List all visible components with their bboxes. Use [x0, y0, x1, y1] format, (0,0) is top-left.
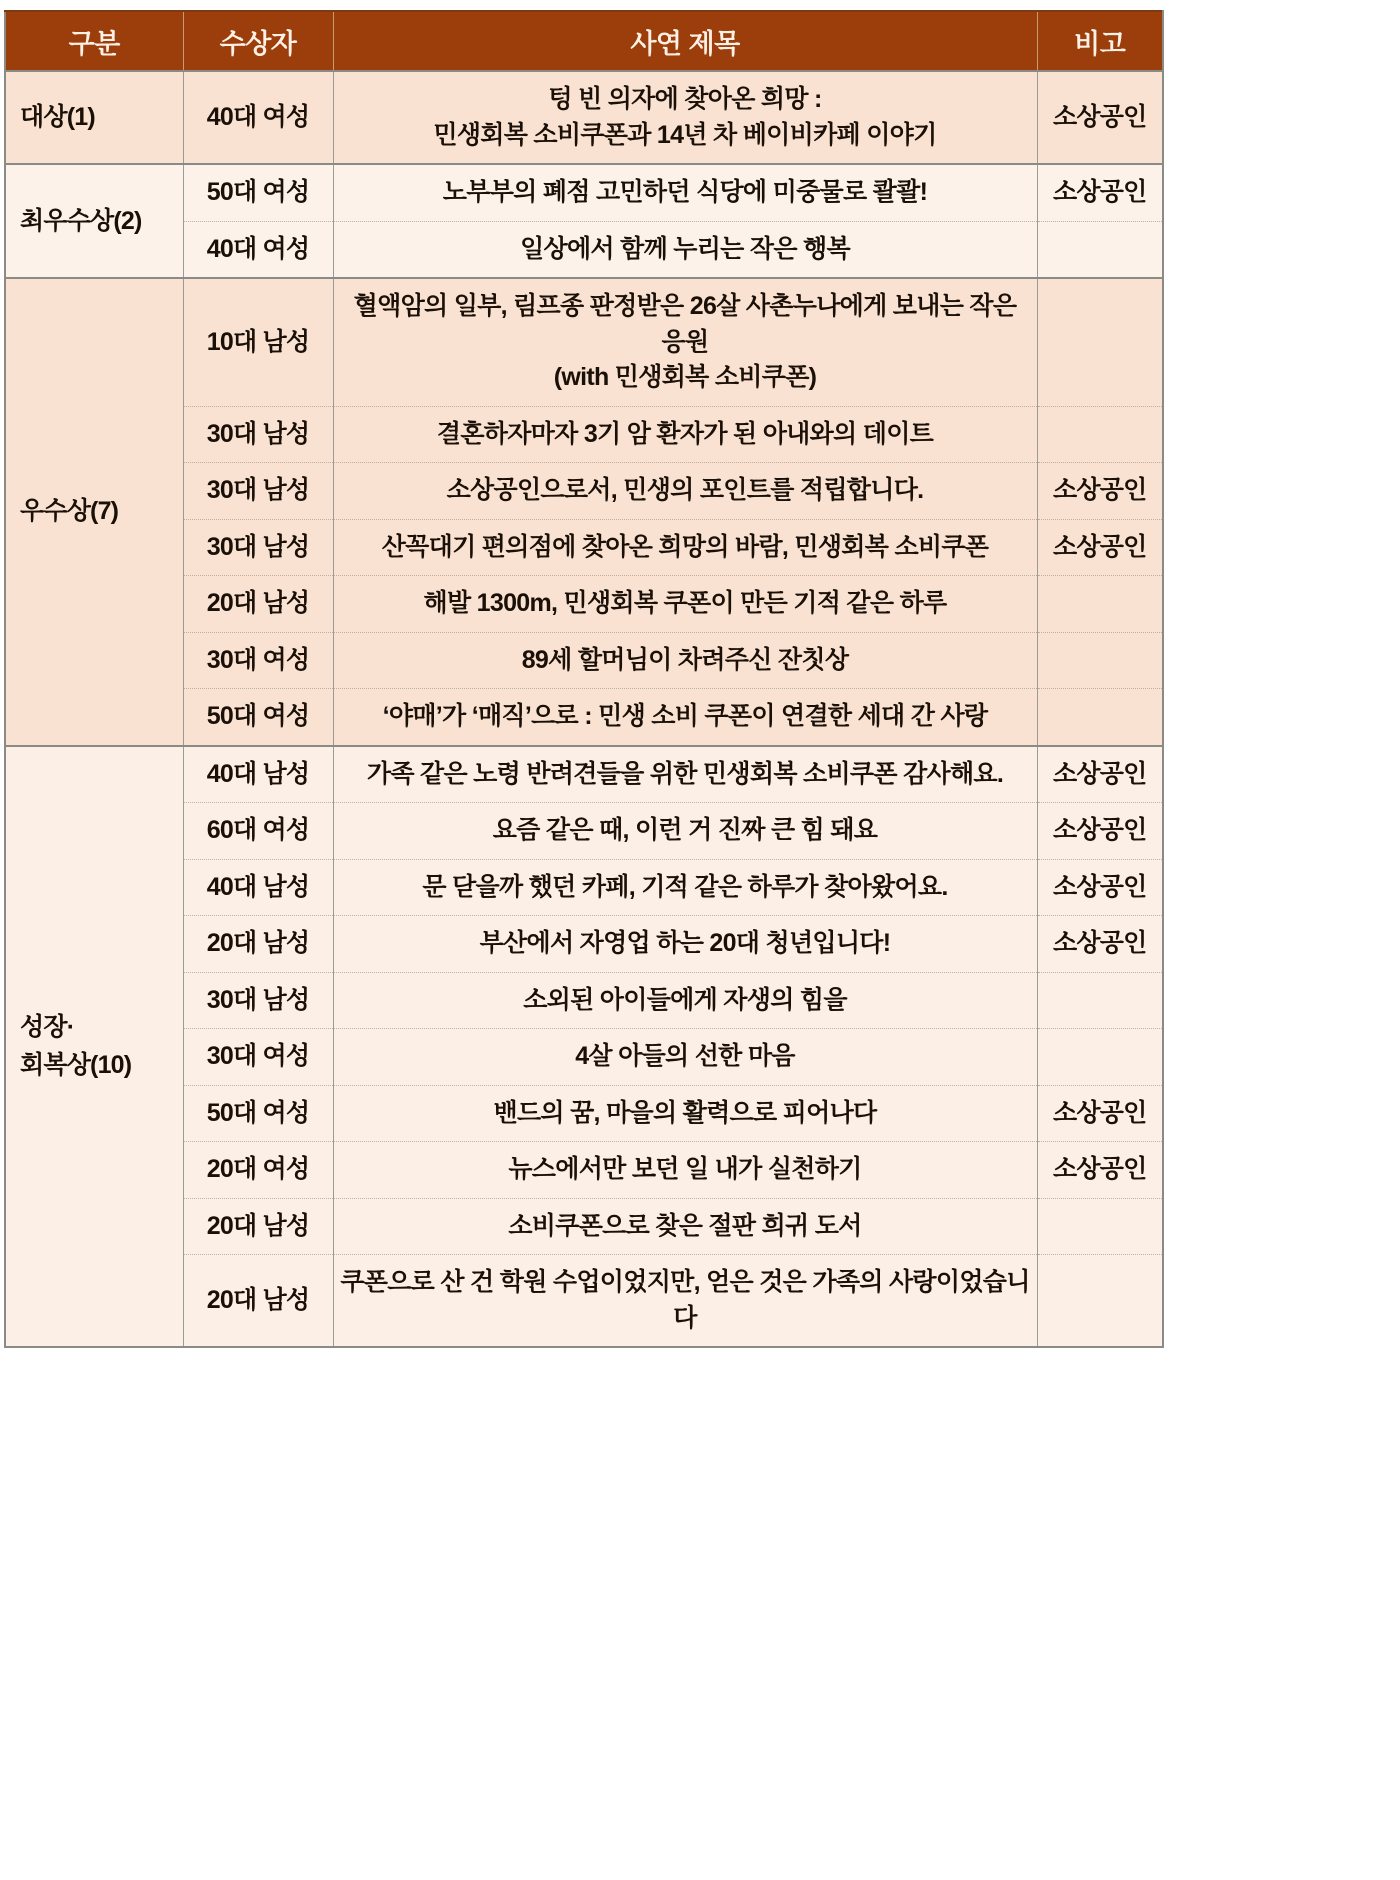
group-label-cell	[5, 746, 183, 1348]
story-title-line1: 해발 1300m, 민생회복 쿠폰이 만든 기적 같은 하루	[423, 589, 947, 617]
winner-cell: 20대 남성	[183, 1198, 333, 1255]
table-row	[5, 746, 1163, 803]
story-title-cell	[333, 1029, 1037, 1086]
winner-cell: 40대 여성	[183, 71, 333, 164]
note-cell: 소상공인	[1037, 746, 1163, 803]
note-cell: 소상공인	[1037, 71, 1163, 164]
note-cell	[1037, 1255, 1163, 1348]
story-title-line1: 부산에서 자영업 하는 20대 청년입니다!	[479, 929, 891, 957]
winner-cell: 40대 남성	[183, 746, 333, 803]
story-title-cell	[333, 972, 1037, 1029]
story-title-cell	[333, 1198, 1037, 1255]
table-row	[5, 164, 1163, 221]
story-title-line1: 요즘 같은 때, 이런 거 진짜 큰 힘 돼요	[492, 816, 878, 844]
winner-cell: 20대 남성	[183, 576, 333, 633]
story-title-cell	[333, 689, 1037, 746]
note-cell: 소상공인	[1037, 916, 1163, 973]
story-title-line1: 일상에서 함께 누리는 작은 행복	[520, 234, 850, 263]
award-table-sheet	[0, 10, 1400, 1880]
table-header	[5, 11, 1163, 71]
story-title-line2: (with 민생회복 소비쿠폰)	[553, 363, 817, 391]
winner-cell: 30대 남성	[183, 406, 333, 463]
story-title-cell	[333, 519, 1037, 576]
header-row	[5, 11, 1163, 71]
note-cell: 소상공인	[1037, 803, 1163, 860]
story-title-line1: 89세 할머님이 차려주신 잔칫상	[521, 645, 849, 674]
winner-cell: 50대 여성	[183, 164, 333, 221]
table-body	[5, 71, 1163, 1347]
note-cell: 소상공인	[1037, 164, 1163, 221]
note-cell	[1037, 576, 1163, 633]
story-title-cell	[333, 916, 1037, 973]
winner-cell: 50대 여성	[183, 689, 333, 746]
story-title-line1: 4살 아들의 선한 마음	[575, 1042, 795, 1070]
winner-cell: 30대 남성	[183, 463, 333, 520]
story-title-line1: 뉴스에서만 보던 일 내가 실천하기	[508, 1155, 862, 1183]
note-cell: 소상공인	[1037, 1085, 1163, 1142]
winner-cell: 20대 여성	[183, 1142, 333, 1199]
story-title-cell	[333, 1255, 1037, 1348]
story-title-line1: ‘야매’가 ‘매직’으로 : 민생 소비 쿠폰이 연결한 세대 간 사랑	[382, 702, 988, 730]
column-header-group: 구분	[5, 11, 183, 71]
story-title-line1: 소상공인으로서, 민생의 포인트를 적립합니다.	[446, 476, 924, 504]
note-cell: 소상공인	[1037, 1142, 1163, 1199]
note-cell: 소상공인	[1037, 463, 1163, 520]
story-title-cell	[333, 746, 1037, 803]
story-title-line1: 노부부의 폐점 고민하던 식당에 미중물로 콸콸!	[442, 178, 928, 206]
winner-cell: 30대 남성	[183, 972, 333, 1029]
table-row	[5, 71, 1163, 164]
winner-cell: 40대 남성	[183, 859, 333, 916]
winner-cell: 30대 여성	[183, 632, 333, 689]
winner-cell: 20대 남성	[183, 916, 333, 973]
group-label-cell	[5, 278, 183, 746]
story-title-line1: 소비쿠폰으로 찾은 절판 희귀 도서	[508, 1211, 862, 1240]
story-title-line1: 가족 같은 노령 반려견들을 위한 민생회복 소비쿠폰 감사해요.	[366, 759, 1004, 788]
note-cell	[1037, 1198, 1163, 1255]
story-title-cell	[333, 803, 1037, 860]
story-title-cell	[333, 463, 1037, 520]
note-cell	[1037, 221, 1163, 278]
column-header-note: 비고	[1037, 11, 1163, 71]
story-title-cell	[333, 632, 1037, 689]
winner-cell: 60대 여성	[183, 803, 333, 860]
group-label-line1: 최우수상(2)	[20, 206, 142, 235]
group-label-line1: 우수상(7)	[20, 497, 119, 526]
group-label-cell	[5, 71, 183, 164]
note-cell	[1037, 406, 1163, 463]
story-title-cell	[333, 859, 1037, 916]
winner-cell: 30대 여성	[183, 1029, 333, 1086]
note-cell: 소상공인	[1037, 519, 1163, 576]
table-row	[5, 278, 1163, 406]
story-title-line2: 민생회복 소비쿠폰과 14년 차 베이비카페 이야기	[433, 120, 937, 149]
story-title-cell	[333, 576, 1037, 633]
story-title-cell	[333, 406, 1037, 463]
group-label-line1: 성장·	[20, 1012, 75, 1041]
note-cell	[1037, 632, 1163, 689]
group-label-line1: 대상(1)	[20, 103, 95, 132]
story-title-line1: 혈액암의 일부, 림프종 판정받은 26살 사촌누나에게 보내는 작은 응원	[353, 292, 1017, 356]
story-title-cell	[333, 221, 1037, 278]
story-title-line1: 결혼하자마자 3기 암 환자가 된 아내와의 데이트	[436, 419, 934, 448]
winner-cell: 40대 여성	[183, 221, 333, 278]
story-title-line1: 텅 빈 의자에 찾아온 희망 :	[548, 85, 822, 113]
winner-cell: 20대 남성	[183, 1255, 333, 1348]
column-header-winner: 수상자	[183, 11, 333, 71]
story-title-line1: 문 닫을까 했던 카페, 기적 같은 하루가 찾아왔어요.	[422, 872, 948, 901]
story-title-line1: 산꼭대기 편의점에 찾아온 희망의 바람, 민생회복 소비쿠폰	[381, 532, 989, 561]
note-cell	[1037, 1029, 1163, 1086]
story-title-cell	[333, 71, 1037, 164]
award-winners-table	[4, 10, 1164, 1348]
story-title-cell	[333, 278, 1037, 406]
story-title-line1: 소외된 아이들에게 자생의 힘을	[523, 985, 847, 1014]
winner-cell: 50대 여성	[183, 1085, 333, 1142]
story-title-cell	[333, 164, 1037, 221]
story-title-line1: 쿠폰으로 산 건 학원 수업이었지만, 얻은 것은 가족의 사랑이었습니다	[340, 1268, 1030, 1332]
story-title-line1: 밴드의 꿈, 마을의 활력으로 피어나다	[493, 1098, 877, 1127]
column-header-title: 사연 제목	[333, 11, 1037, 71]
note-cell	[1037, 689, 1163, 746]
group-label-line2: 회복상(10)	[20, 1051, 132, 1080]
group-label-cell	[5, 164, 183, 278]
winner-cell: 10대 남성	[183, 278, 333, 406]
winner-cell: 30대 남성	[183, 519, 333, 576]
story-title-cell	[333, 1085, 1037, 1142]
note-cell	[1037, 972, 1163, 1029]
story-title-cell	[333, 1142, 1037, 1199]
note-cell: 소상공인	[1037, 859, 1163, 916]
note-cell	[1037, 278, 1163, 406]
